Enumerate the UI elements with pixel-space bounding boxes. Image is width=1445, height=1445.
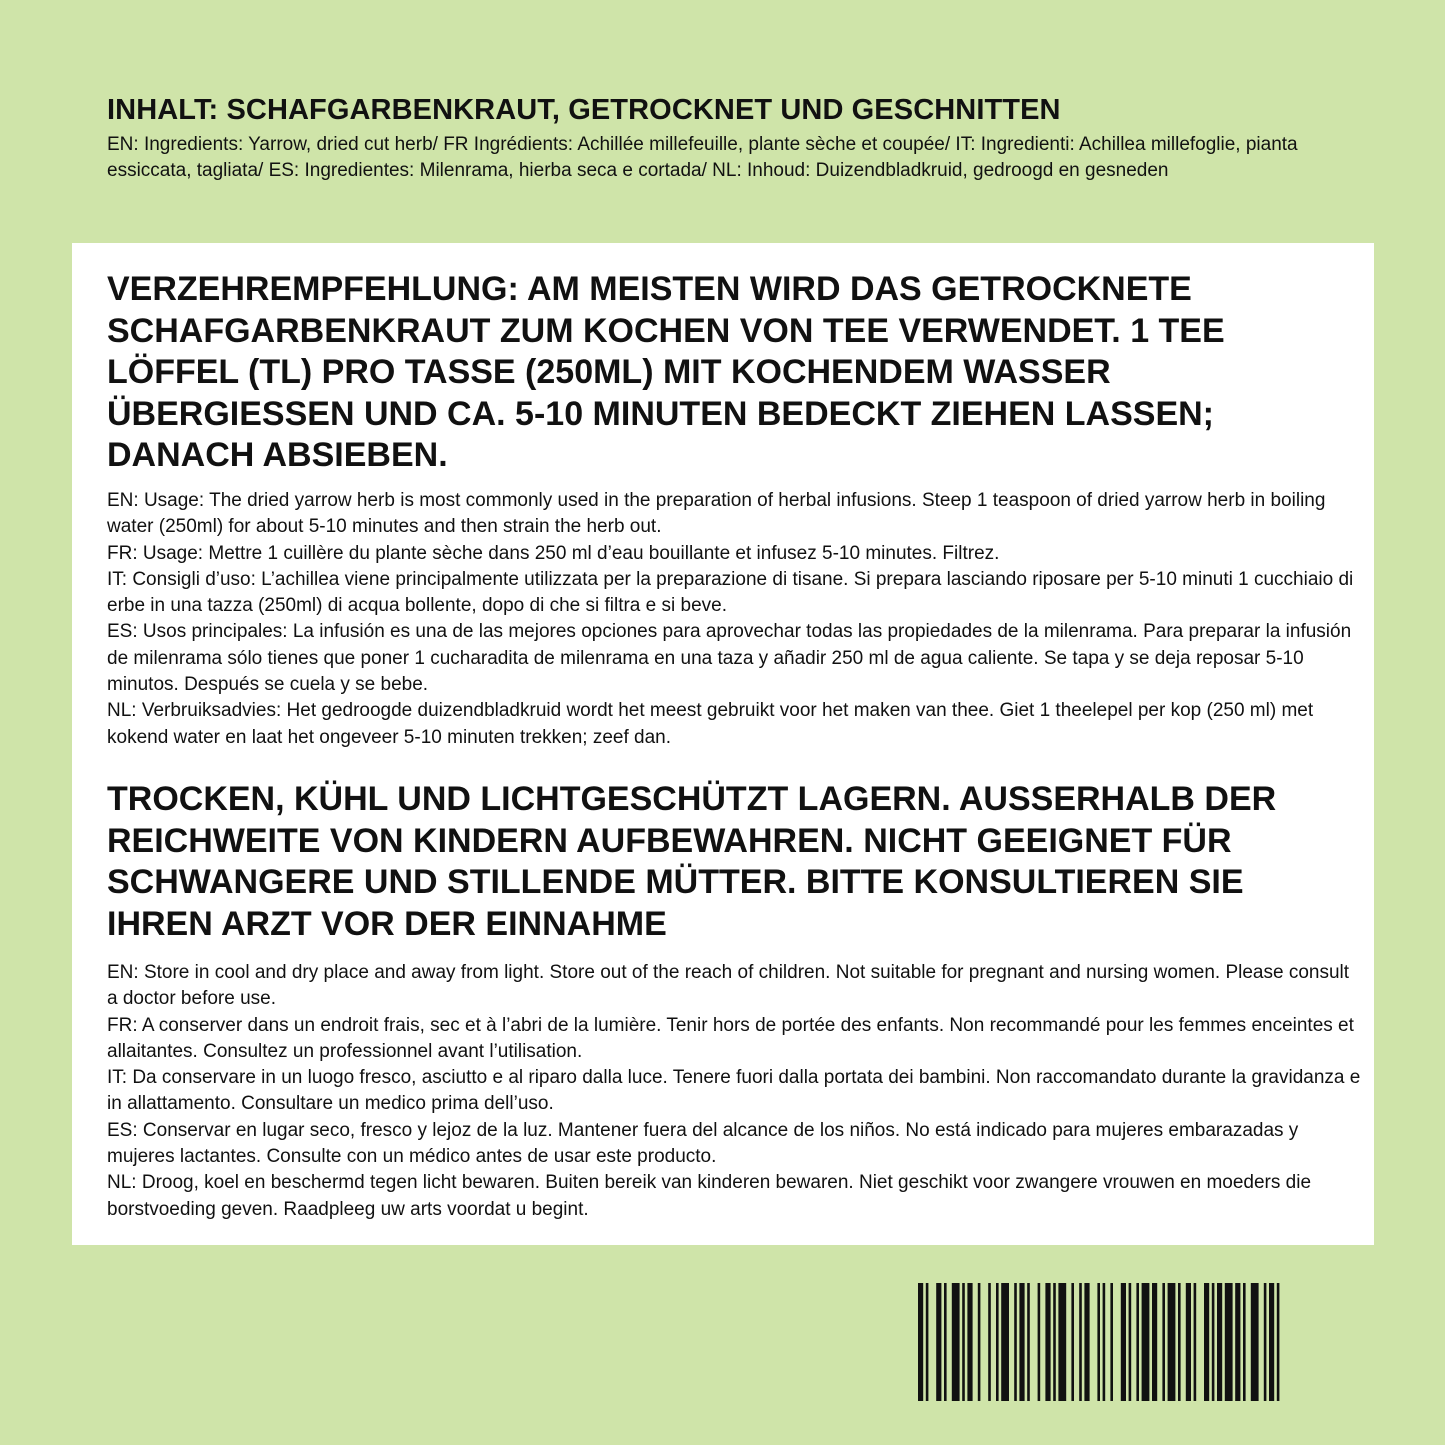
barcode-bar	[1053, 1283, 1056, 1401]
barcode-bar	[1038, 1283, 1041, 1401]
barcode-bar	[978, 1283, 981, 1401]
storage-en: EN: Store in cool and dry place and away from light. Store out of the reach of children. Not suitable for pregnant and nursing women. Please consult a doctor before use.	[107, 962, 1350, 1010]
usage-translations	[107, 488, 1362, 751]
barcode-bar	[1136, 1283, 1139, 1401]
barcode-bar	[1142, 1283, 1150, 1401]
storage-translations	[107, 960, 1362, 1223]
barcode-bar	[926, 1283, 929, 1401]
barcode-bar	[1225, 1283, 1233, 1401]
usage-es: ES: Usos principales: La infusión es una de las mejores opciones para aprovechar todas las propiedades de la milenrama. Para preparar la infusión de milenrama sólo tienes que poner 1 cucharadita de milenrama en una taza y añadir 250 ml de agua caliente. Se tapa y se deja reposar 5-10 minutos. Después se cuela y se bebe.	[107, 621, 1352, 696]
barcode-bar	[1071, 1283, 1074, 1401]
barcode-bar	[1269, 1283, 1274, 1401]
usage-fr: FR: Usage: Mettre 1 cuillère du plante sèche dans 250 ml d’eau bouillante et infusez 5-10 minutes. Filtrez.	[107, 542, 1000, 564]
barcode-bar	[996, 1283, 999, 1401]
storage-fr: FR: A conserver dans un endroit frais, sec et à l’abri de la lumière. Tenir hors de portée des enfants. Non recommandé pour les femmes enceintes et allaitantes. Consultez un professionnel avant l’utilisation.	[107, 1014, 1354, 1062]
barcode-bar	[1014, 1283, 1017, 1401]
ingredients-title: INHALT: SCHAFGARBENKRAUT, GETROCKNET UND GESCHNITTEN	[107, 94, 1061, 126]
storage-nl: NL: Droog, koel en beschermd tegen licht bewaren. Buiten bereik van kinderen bewaren. Niet geschikt voor zwangere vrouwen en moeders die borstvoeding geven. Raadpleeg uw arts voordat u begint.	[107, 1172, 1312, 1220]
storage-it: IT: Da conservare in un luogo fresco, asciutto e al riparo dalla luce. Tenere fuori dalla portata dei bambini. Non raccomandato durante la gravidanza e in allattamento. Consultare un medico prima dell’uso.	[107, 1067, 1361, 1115]
barcode-bar	[1045, 1283, 1050, 1401]
storage-es: ES: Conservar en lugar seco, fresco y lejoz de la luz. Mantener fuera del alcance de los niños. No está indicado para mujeres embarazadas y mujeres lactantes. Consulte con un médico antes de usar este producto.	[107, 1119, 1299, 1168]
usage-it: IT: Consigli d’uso: L’achillea viene principalmente utilizzata per la preparazione di tisane. Si prepara lasciando riposare per 5-10 minuti 1 cucchiaio di erbe in una tazza (250ml) di acqua bollente, dopo di che si filtra e si beve.	[107, 568, 1354, 617]
barcode-bar	[1194, 1283, 1197, 1401]
barcode-bar	[1079, 1283, 1082, 1401]
barcode-bar	[1027, 1283, 1030, 1401]
barcode-bar	[967, 1283, 972, 1401]
barcode-bar	[1235, 1283, 1240, 1401]
barcode-bar	[952, 1283, 960, 1401]
ingredients-translations: EN: Ingredients: Yarrow, dried cut herb/ FR Ingrédients: Achillée millefeuille, plante sèche et coupée/ IT: Ingredienti: Achillea millefoglie, pianta essiccata, tagliata/ ES: Ingredientes: Milenrama, hierba seca e cortada/ NL: Inhoud: Duizendbladkruid, gedroogd en gesneden	[107, 134, 1298, 181]
barcode-bar	[1162, 1283, 1165, 1401]
barcode-bar	[1019, 1283, 1024, 1401]
barcode-bar	[1217, 1283, 1222, 1401]
barcode-bar	[1251, 1283, 1259, 1401]
barcode-bar	[1243, 1283, 1246, 1401]
barcode-bar	[1204, 1283, 1209, 1401]
ingredients-section	[107, 92, 1357, 184]
barcode-bar	[1212, 1283, 1215, 1401]
barcode-bar	[1103, 1283, 1106, 1401]
barcode-bar	[1058, 1283, 1066, 1401]
barcode-bar	[936, 1283, 941, 1401]
barcode-bar	[944, 1283, 947, 1401]
usage-nl: NL: Verbruiksadvies: Het gedroogde duizendbladkruid wordt het meest gebruikt voor het maken van thee. Giet 1 theelepel per kop (250 ml) met kokend water en laat het ongeveer 5-10 minuten trekken; zeef dan.	[107, 700, 1314, 748]
barcode-bar	[1121, 1283, 1126, 1401]
barcode-bar	[1277, 1283, 1280, 1401]
barcode-bar	[1129, 1283, 1132, 1401]
barcode-bar	[988, 1283, 991, 1401]
barcode-bar	[1264, 1283, 1267, 1401]
barcode-bar	[1152, 1283, 1157, 1401]
barcode-icon	[918, 1283, 1373, 1401]
usage-title: VERZEHREMPFEHLUNG: AM MEISTEN WIRD DAS GETROCKNETE SCHAFGARBENKRAUT ZUM KOCHEN VON TEE VERWENDET. 1 TEE LÖFFEL (TL) PRO TASSE (250ML) MIT KOCHENDEM WASSER ÜBERGIESSEN UND CA. 5-10 MINUTEN BEDECKT ZIEHEN LASSEN; DANACH ABSIEBEN.	[107, 270, 1225, 474]
barcode-bar	[1097, 1283, 1100, 1401]
info-panel	[72, 243, 1374, 1245]
barcode-bar	[1001, 1283, 1009, 1401]
barcode-bar	[1186, 1283, 1191, 1401]
barcode-bar	[1084, 1283, 1089, 1401]
barcode-bar	[918, 1283, 923, 1401]
barcode-bar	[1178, 1283, 1181, 1401]
barcode-bar	[962, 1283, 965, 1401]
usage-en: EN: Usage: The dried yarrow herb is most commonly used in the preparation of herbal infusions. Steep 1 teaspoon of dried yarrow herb in boiling water (250ml) for about 5-10 minutes and then strain the herb out.	[107, 490, 1326, 538]
storage-title: TROCKEN, KÜHL UND LICHTGESCHÜTZT LAGERN. AUSSERHALB DER REICHWEITE VON KINDERN AUFBEWAHREN. NICHT GEEIGNET FÜR SCHWANGERE UND STILLENDE MÜTTER. BITTE KONSULTIEREN SIE IHREN ARZT VOR DER EINNAHME	[107, 780, 1277, 943]
barcode-bar	[1168, 1283, 1176, 1401]
barcode-bar	[1110, 1283, 1113, 1401]
